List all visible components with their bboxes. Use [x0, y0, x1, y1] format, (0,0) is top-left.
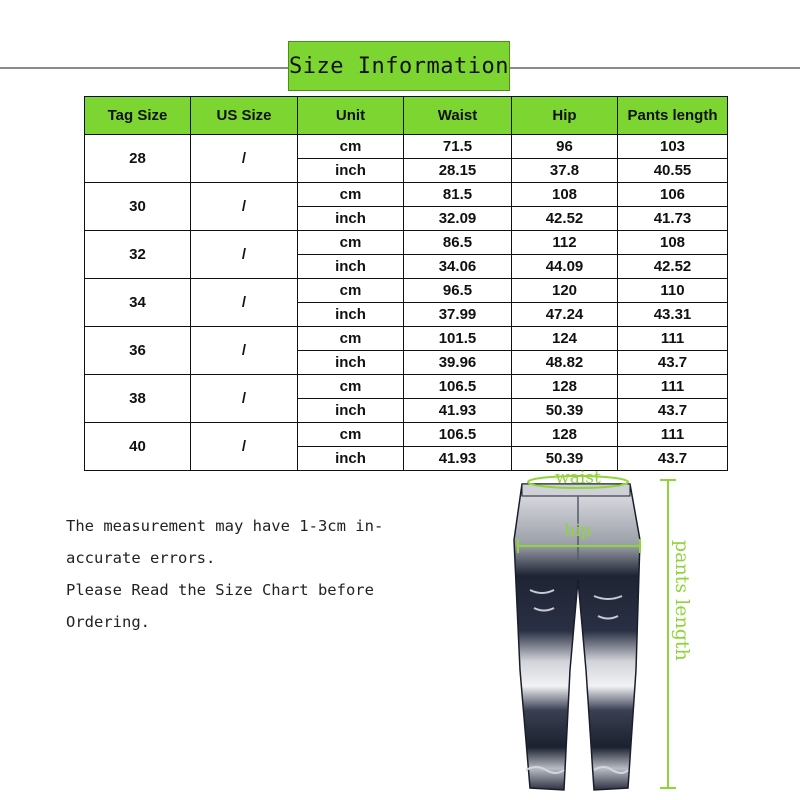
waist-cell: 39.96 [404, 351, 512, 375]
hip-cell: 112 [512, 231, 618, 255]
jeans-measurement-illustration [490, 470, 720, 796]
table-row [85, 423, 728, 447]
waist-cell: 81.5 [404, 183, 512, 207]
column-header: Unit [298, 97, 404, 135]
unit-cell: inch [298, 159, 404, 183]
waist-cell: 32.09 [404, 207, 512, 231]
tag-size-cell: 28 [85, 135, 191, 183]
unit-cell: cm [298, 423, 404, 447]
pants-length-cell: 43.31 [618, 303, 728, 327]
us-size-cell: / [191, 423, 298, 471]
column-header: Pants length [618, 97, 728, 135]
pants-length-cell: 106 [618, 183, 728, 207]
column-header: US Size [191, 97, 298, 135]
table-row [85, 375, 728, 399]
waist-cell: 37.99 [404, 303, 512, 327]
column-header: Tag Size [85, 97, 191, 135]
table-row [85, 327, 728, 351]
hip-cell: 108 [512, 183, 618, 207]
pants-length-cell: 43.7 [618, 351, 728, 375]
page-title: Size Information [288, 41, 510, 91]
pants-length-cell: 110 [618, 279, 728, 303]
table-body [85, 135, 728, 471]
waist-cell: 71.5 [404, 135, 512, 159]
unit-cell: inch [298, 303, 404, 327]
hip-cell: 47.24 [512, 303, 618, 327]
table-row [85, 135, 728, 159]
hip-cell: 96 [512, 135, 618, 159]
hip-cell: 120 [512, 279, 618, 303]
waist-cell: 101.5 [404, 327, 512, 351]
waist-cell: 86.5 [404, 231, 512, 255]
unit-cell: cm [298, 231, 404, 255]
hip-cell: 44.09 [512, 255, 618, 279]
pants-length-cell: 111 [618, 423, 728, 447]
waist-label: waist [555, 470, 601, 488]
divider-right [510, 67, 800, 69]
tag-size-cell: 36 [85, 327, 191, 375]
waist-cell: 28.15 [404, 159, 512, 183]
waist-cell: 96.5 [404, 279, 512, 303]
waist-measure [528, 470, 628, 488]
unit-cell: inch [298, 399, 404, 423]
us-size-cell: / [191, 135, 298, 183]
unit-cell: cm [298, 135, 404, 159]
tag-size-cell: 30 [85, 183, 191, 231]
pants-length-cell: 111 [618, 375, 728, 399]
note-line: Ordering. [66, 613, 150, 631]
measurement-note [66, 510, 406, 638]
unit-cell: cm [298, 183, 404, 207]
unit-cell: inch [298, 255, 404, 279]
length-measure [660, 480, 693, 788]
size-table [84, 96, 728, 471]
tag-size-cell: 38 [85, 375, 191, 423]
hip-cell: 128 [512, 375, 618, 399]
note-line: accurate errors. [66, 549, 216, 567]
hip-cell: 37.8 [512, 159, 618, 183]
unit-cell: inch [298, 351, 404, 375]
hip-cell: 128 [512, 423, 618, 447]
us-size-cell: / [191, 279, 298, 327]
hip-label: hip [564, 521, 592, 541]
us-size-cell: / [191, 327, 298, 375]
tag-size-cell: 34 [85, 279, 191, 327]
tag-size-cell: 40 [85, 423, 191, 471]
waist-cell: 34.06 [404, 255, 512, 279]
hip-cell: 50.39 [512, 447, 618, 471]
pants-length-cell: 43.7 [618, 399, 728, 423]
unit-cell: inch [298, 447, 404, 471]
waist-cell: 106.5 [404, 375, 512, 399]
waist-cell: 41.93 [404, 447, 512, 471]
pants-length-label: pants length [671, 540, 693, 661]
tag-size-cell: 32 [85, 231, 191, 279]
hip-cell: 42.52 [512, 207, 618, 231]
hip-cell: 124 [512, 327, 618, 351]
note-line: The measurement may have 1-3cm in- [66, 517, 384, 535]
unit-cell: cm [298, 327, 404, 351]
table-header-row [85, 97, 728, 135]
waist-cell: 41.93 [404, 399, 512, 423]
note-line: Please Read the Size Chart before [66, 581, 374, 599]
pants-length-cell: 41.73 [618, 207, 728, 231]
unit-cell: inch [298, 207, 404, 231]
pants-length-cell: 42.52 [618, 255, 728, 279]
us-size-cell: / [191, 183, 298, 231]
column-header: Hip [512, 97, 618, 135]
hip-cell: 50.39 [512, 399, 618, 423]
pants-length-cell: 111 [618, 327, 728, 351]
table-row [85, 231, 728, 255]
waist-cell: 106.5 [404, 423, 512, 447]
us-size-cell: / [191, 231, 298, 279]
column-header: Waist [404, 97, 512, 135]
table-row [85, 183, 728, 207]
unit-cell: cm [298, 375, 404, 399]
pants-length-cell: 40.55 [618, 159, 728, 183]
pants-length-cell: 43.7 [618, 447, 728, 471]
pants-length-cell: 108 [618, 231, 728, 255]
us-size-cell: / [191, 375, 298, 423]
divider-left [0, 67, 288, 69]
hip-cell: 48.82 [512, 351, 618, 375]
unit-cell: cm [298, 279, 404, 303]
table-row [85, 279, 728, 303]
pants-length-cell: 103 [618, 135, 728, 159]
